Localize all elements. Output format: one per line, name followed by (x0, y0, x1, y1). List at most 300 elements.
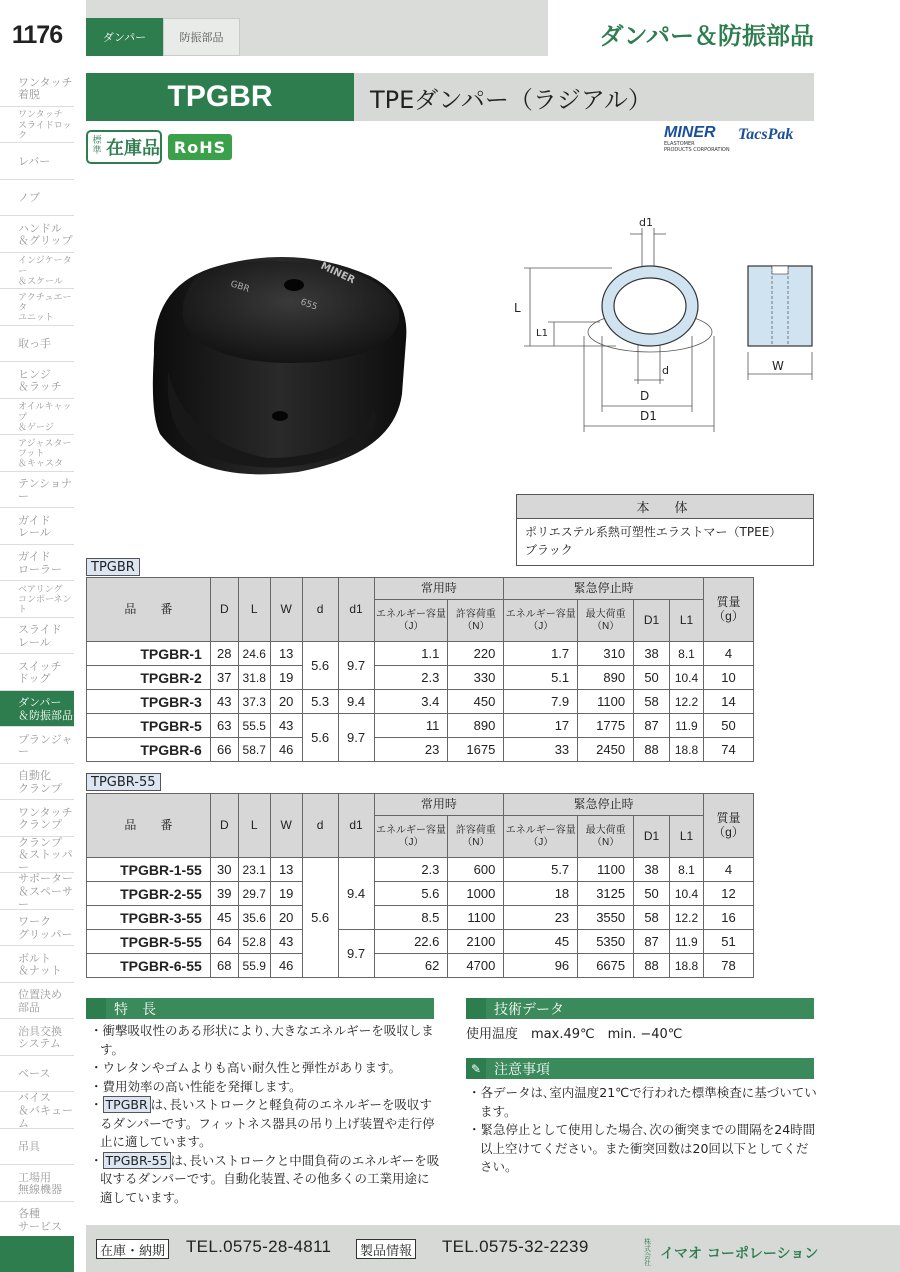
table-row (87, 930, 754, 954)
spec-table-tpgbr-55 (86, 793, 754, 978)
feature-item-3: ・費用効率の高い性能を発揮します。 (90, 1078, 302, 1094)
sidebar-item-label-2: レール (18, 526, 51, 540)
sidebar-item-label-2: ユニット (18, 313, 54, 324)
sidebar-item-label: ベアリング (18, 584, 63, 595)
table-cell: 58 (634, 906, 670, 930)
sidebar-item-label: ヒンジ (18, 367, 51, 381)
table-cell: 2450 (578, 738, 634, 762)
table-row (87, 858, 754, 882)
table-cell: 29.7 (238, 882, 270, 906)
sidebar-item-label: ガイド (18, 513, 51, 527)
sidebar-item-label-2: レール (18, 635, 51, 649)
sidebar-item-label: ハンドル (18, 221, 62, 235)
footer-info-tel[interactable]: TEL.0575-32-2239 (442, 1237, 589, 1256)
miner-logo-sub1: ELASTOMER (664, 141, 695, 147)
table-cell: 9.7 (338, 642, 374, 690)
sidebar-bottom-bar (0, 1236, 74, 1272)
sidebar-item-label-2: ＆ゲージ (18, 422, 54, 433)
table-cell: 1775 (578, 714, 634, 738)
standard-badge-small: 標準 (92, 136, 102, 156)
sidebar-item[interactable] (0, 362, 74, 399)
sidebar-item[interactable] (0, 143, 74, 180)
sidebar-item[interactable] (0, 289, 74, 326)
hdr-L1: L1 (670, 600, 704, 642)
hdr2-L1: L1 (670, 816, 704, 858)
material-line1: ポリエステル系熱可塑性エラストマー（TPEE） (525, 525, 782, 539)
sidebar-item[interactable] (0, 581, 74, 618)
hdr2-normal: 常用時 (374, 794, 504, 816)
standard-stock-badge (86, 130, 162, 164)
table-cell: 12.2 (670, 690, 704, 714)
sidebar-item[interactable] (0, 910, 74, 947)
table-cell: 46 (270, 738, 302, 762)
sidebar-item[interactable] (0, 691, 74, 728)
table-cell: 58 (634, 690, 670, 714)
table-cell: 5.7 (504, 858, 578, 882)
table-cell: 50 (703, 714, 753, 738)
label-d1-top: d1 (639, 216, 653, 229)
table-cell: 3125 (578, 882, 634, 906)
table-cell: 14 (703, 690, 753, 714)
table-cell: 50 (634, 882, 670, 906)
footer-corp-logo (644, 1239, 818, 1267)
footer-corp-small: 株式会社 (644, 1238, 651, 1267)
table-cell: 890 (578, 666, 634, 690)
sidebar-item-label-2: 部品 (18, 1000, 40, 1014)
table-cell: 19 (270, 666, 302, 690)
table-cell: 33 (504, 738, 578, 762)
table-cell: 38 (634, 858, 670, 882)
hdr-D: D (210, 578, 238, 642)
sidebar-item-label: 各種 (18, 1207, 40, 1221)
label-W: W (772, 359, 784, 373)
material-header: 本 体 (517, 495, 813, 519)
table-cell: 30 (210, 858, 238, 882)
features-heading (86, 998, 434, 1019)
table-cell: 63 (210, 714, 238, 738)
material-line2: ブラック (525, 543, 573, 557)
hdr-max: 最大荷重 （N） (578, 600, 634, 642)
table-cell: 5.3 (302, 690, 338, 714)
sidebar-item-label: アクチュエータ (18, 292, 72, 314)
table-cell: 23.1 (238, 858, 270, 882)
hdr2-mass: 質量 （g） (703, 794, 753, 858)
sidebar-item-label: ボルト (18, 951, 51, 965)
table-cell: 1.7 (504, 642, 578, 666)
product-code-title: TPGBR (86, 73, 354, 121)
hdr2-W: W (270, 794, 302, 858)
sidebar-item[interactable] (0, 654, 74, 691)
table-cell: 3550 (578, 906, 634, 930)
sidebar-item[interactable] (0, 1129, 74, 1166)
table-cell: 52.8 (238, 930, 270, 954)
spec-table-tpgbr (86, 577, 754, 762)
footer-info-label: 製品情報 (356, 1239, 416, 1259)
product-photo (148, 244, 408, 476)
sidebar-item[interactable] (0, 545, 74, 582)
table-cell: 1100 (578, 858, 634, 882)
feature-item-2: ・ウレタンやゴムよりも高い耐久性と弾性があります。 (90, 1060, 402, 1075)
sidebar-item-label: バイス (18, 1091, 51, 1105)
sidebar-item-label-2: クランプ (18, 818, 62, 832)
tech-temperature: 使用温度 max.49℃ min. −40℃ (466, 1027, 683, 1042)
sidebar-item[interactable] (0, 1202, 74, 1239)
sidebar-item[interactable] (0, 253, 74, 290)
table-cell: 37 (210, 666, 238, 690)
notes-list (468, 1084, 818, 1177)
table-cell: 17 (504, 714, 578, 738)
dimension-drawing (510, 212, 820, 438)
table-cell: 10 (703, 666, 753, 690)
table-cell: 23 (504, 906, 578, 930)
sidebar-item[interactable] (0, 764, 74, 801)
footer-stock-tel[interactable]: TEL.0575-28-4811 (186, 1237, 332, 1256)
sidebar-item-label-2: クランプ (18, 781, 62, 795)
hdr-emergency-energy: エネルギー容量 （J） (504, 600, 578, 642)
table-cell: 87 (634, 930, 670, 954)
sidebar-item-label: 工場用 (18, 1170, 51, 1184)
sidebar-item-label: アジャスター フット (18, 438, 72, 460)
table-row (87, 690, 754, 714)
table-cell: 5.6 (302, 858, 338, 978)
label-d: d (662, 364, 669, 377)
table-cell: 96 (504, 954, 578, 978)
label-D: D (640, 389, 650, 403)
sidebar-item[interactable] (0, 1056, 74, 1093)
hdr-d1: d1 (338, 578, 374, 642)
hdr-W: W (270, 578, 302, 642)
hdr-L: L (238, 578, 270, 642)
table-cell: 9.7 (338, 714, 374, 762)
table-cell: 1100 (578, 690, 634, 714)
sidebar-item-label: ワンタッチ (18, 110, 63, 121)
sidebar-item[interactable] (0, 216, 74, 253)
sidebar-item-label: オイルキャップ (18, 402, 72, 423)
table-cell: 45 (504, 930, 578, 954)
sidebar-item-label-2: ローラー (18, 562, 62, 576)
table-row (87, 906, 754, 930)
table-cell: 20 (270, 906, 302, 930)
sidebar-item[interactable] (0, 727, 74, 764)
sidebar-item-label: ベース (18, 1067, 51, 1081)
photo-print-655: 655 (298, 297, 319, 313)
material-box (516, 494, 814, 566)
table-cell: 46 (270, 954, 302, 978)
table-cell: 3.4 (374, 690, 448, 714)
sidebar-item-label: 治具交換 (18, 1024, 62, 1038)
sidebar-item-label-2: サービス (18, 1219, 62, 1233)
sidebar-item-label: 取っ手 (18, 337, 51, 351)
table-row (87, 738, 754, 762)
sidebar-item[interactable] (0, 399, 74, 436)
sidebar-item[interactable] (0, 180, 74, 217)
table-cell: 4 (703, 642, 753, 666)
hdr2-emergency: 緊急停止時 (504, 794, 704, 816)
feature-tag-tpgbr: TPGBR (103, 1096, 151, 1113)
footer-stock-label: 在庫・納期 (96, 1239, 169, 1259)
table-row (87, 666, 754, 690)
hdr-part: 品 番 (87, 578, 211, 642)
label-L: L (514, 301, 521, 315)
table-cell: 51 (703, 930, 753, 954)
label-L1: L1 (536, 328, 548, 339)
table-cell: 5.6 (302, 714, 338, 762)
notes-heading-text: 注意事項 (494, 1061, 550, 1078)
table-cell: 220 (448, 642, 504, 666)
table-cell: 13 (270, 858, 302, 882)
hdr2-energy: エネルギー容量 （J） (374, 816, 448, 858)
table-cell: 2.3 (374, 666, 448, 690)
product-name-title: TPEダンパー（ラジアル） (354, 73, 814, 121)
table-cell: 10.4 (670, 666, 704, 690)
table-cell: 31.8 (238, 666, 270, 690)
sidebar-item[interactable] (0, 1165, 74, 1202)
sidebar-item-label-2: ＆ナット (18, 964, 62, 978)
sidebar-item-label: 位置決め (18, 988, 62, 1002)
table-cell: 22.6 (374, 930, 448, 954)
table-cell: TPGBR-3-55 (87, 906, 211, 930)
sidebar-item-label: スイッチ (18, 659, 62, 673)
hdr2-allow: 許容荷重 （N） (448, 816, 504, 858)
sidebar-item[interactable] (0, 983, 74, 1020)
sidebar-item-label-2: ＆防振部品 (18, 708, 73, 722)
table-cell: 1.1 (374, 642, 448, 666)
feature-item-1: ・衝撃吸収性のある形状により､大きなエネルギーを吸収します。 (90, 1023, 434, 1057)
tacspak-logo: TacsPak (738, 126, 794, 143)
hdr2-L: L (238, 794, 270, 858)
table-cell: 16 (703, 906, 753, 930)
table-cell: 39 (210, 882, 238, 906)
table-cell: 5.6 (302, 642, 338, 690)
table-cell: TPGBR-2 (87, 666, 211, 690)
sidebar-item-label: ワンタッチ (18, 75, 73, 89)
sidebar-item-label-2: グリッパー (18, 927, 73, 941)
sidebar-item[interactable] (0, 873, 74, 910)
table-cell: 68 (210, 954, 238, 978)
table-cell: 58.7 (238, 738, 270, 762)
sidebar-item-label-2: コンポーネント (18, 595, 72, 616)
table-cell: 8.1 (670, 642, 704, 666)
sidebar-item-label-2: ＆キャスタ (18, 459, 64, 470)
table-cell: 6675 (578, 954, 634, 978)
table-cell: TPGBR-6-55 (87, 954, 211, 978)
tech-heading (466, 998, 814, 1019)
table-cell: 18 (504, 882, 578, 906)
table-cell: 55.9 (238, 954, 270, 978)
tab-category[interactable]: ダンパー (86, 18, 163, 56)
table-cell: 45 (210, 906, 238, 930)
sidebar-item-label: サポーター (18, 872, 73, 886)
sidebar-item[interactable] (0, 107, 74, 144)
hdr2-d1: d1 (338, 794, 374, 858)
sidebar-item[interactable] (0, 1092, 74, 1129)
table-cell: 87 (634, 714, 670, 738)
features-heading-text: 特 長 (114, 1001, 156, 1018)
sidebar (0, 70, 74, 1238)
table-cell: 2.3 (374, 858, 448, 882)
label-D1: D1 (640, 409, 657, 423)
table-cell: 9.4 (338, 858, 374, 930)
hdr2-d: d (302, 794, 338, 858)
table-cell: 9.7 (338, 930, 374, 978)
sidebar-item[interactable] (0, 946, 74, 983)
sidebar-item-label: スライド (18, 623, 62, 637)
table-cell: 19 (270, 882, 302, 906)
sidebar-item-label-2: ＆ストッパー (18, 848, 73, 875)
sidebar-item-label: ダンパー (18, 696, 62, 710)
table-cell: 18.8 (670, 954, 704, 978)
table2-label: TPGBR-55 (86, 773, 161, 791)
table-cell: TPGBR-5 (87, 714, 211, 738)
sidebar-item[interactable] (0, 70, 74, 107)
sidebar-item-label: クランプ (18, 835, 62, 849)
table-cell: 28 (210, 642, 238, 666)
table-cell: 11.9 (670, 714, 704, 738)
sidebar-item-label: ワンタッチ (18, 805, 73, 819)
footer-corp-name: イマオ コーポレーション (660, 1246, 819, 1262)
miner-logo-sub2: PRODUCTS CORPORATION (664, 146, 730, 153)
hdr-allow: 許容荷重 （N） (448, 600, 504, 642)
rohs-badge: RoHS (168, 134, 232, 160)
table-cell: TPGBR-6 (87, 738, 211, 762)
sidebar-item[interactable] (0, 618, 74, 655)
table-cell: 43 (270, 930, 302, 954)
hdr-energy: エネルギー容量 （J） (374, 600, 448, 642)
table-cell: TPGBR-1 (87, 642, 211, 666)
table-cell: 37.3 (238, 690, 270, 714)
sidebar-item-label-2: ＆スケール (18, 276, 63, 287)
table1-label: TPGBR (86, 558, 140, 576)
table-cell: 890 (448, 714, 504, 738)
table-cell: 9.4 (338, 690, 374, 714)
footer (86, 1225, 900, 1272)
table-cell: 18.8 (670, 738, 704, 762)
sidebar-item-label-2: ＆バキューム (18, 1103, 73, 1130)
sidebar-item-label: ワーク (18, 915, 51, 929)
table-cell: 10.4 (670, 882, 704, 906)
sidebar-item-label: ガイド (18, 550, 51, 564)
table-cell: TPGBR-1-55 (87, 858, 211, 882)
notes-heading (466, 1058, 814, 1079)
table-cell: 74 (703, 738, 753, 762)
sidebar-item-label: インジケーター (18, 256, 72, 277)
table-cell: 11 (374, 714, 448, 738)
table-cell: 43 (270, 714, 302, 738)
table-cell: 20 (270, 690, 302, 714)
hdr-d: d (302, 578, 338, 642)
hdr2-D1: D1 (634, 816, 670, 858)
table-cell: 11.9 (670, 930, 704, 954)
sidebar-item[interactable] (0, 435, 74, 472)
miner-logo-text: MINER (664, 124, 716, 141)
sidebar-item-label-2: ＆ラッチ (18, 380, 62, 394)
table-cell: 1675 (448, 738, 504, 762)
table-cell: 4700 (448, 954, 504, 978)
table-cell: 35.6 (238, 906, 270, 930)
table-cell: 8.5 (374, 906, 448, 930)
table-row (87, 714, 754, 738)
table-cell: 64 (210, 930, 238, 954)
table-cell: 4 (703, 858, 753, 882)
note-item-2: ・緊急停止として使用した場合､次の衝突までの間隔を24時間以上空けてください。また衝突回数は20回以下としてください。 (468, 1122, 816, 1174)
sidebar-item[interactable] (0, 472, 74, 509)
hdr-mass: 質量 （g） (703, 578, 753, 642)
table-cell: 24.6 (238, 642, 270, 666)
tab-subcategory[interactable]: 防振部品 (163, 18, 240, 56)
photo-print-miner: MINER (318, 260, 357, 287)
hdr2-part: 品 番 (87, 794, 211, 858)
table-cell: 88 (634, 738, 670, 762)
table-cell: 55.5 (238, 714, 270, 738)
table-cell: 12.2 (670, 906, 704, 930)
sidebar-item-label: 吊具 (18, 1140, 40, 1154)
sidebar-item-label-2: 着脱 (18, 88, 40, 102)
table-cell: 12 (703, 882, 753, 906)
feature-tag-tpgbr-55: TPGBR-55 (103, 1152, 171, 1169)
sidebar-item[interactable] (0, 837, 74, 874)
hdr-D1: D1 (634, 600, 670, 642)
sidebar-item[interactable] (0, 508, 74, 545)
stock-badge-label: 在庫品 (106, 138, 160, 159)
sidebar-item-label-2: ＆グリップ (18, 234, 73, 248)
table-cell: TPGBR-2-55 (87, 882, 211, 906)
table-cell: 330 (448, 666, 504, 690)
table-cell: 450 (448, 690, 504, 714)
sidebar-item[interactable] (0, 326, 74, 363)
sidebar-item[interactable] (0, 800, 74, 837)
feature-item-5: ・ TPGBR-55 は､長いストロークと中間負荷のエネルギーを吸収するダンパーです。自動化装置､その他多くの工業用途に適しています。 (90, 1152, 440, 1205)
sidebar-item-label-2: スライドロック (18, 120, 72, 141)
sidebar-item-label: テンショナー (18, 477, 72, 503)
features-list (90, 1022, 440, 1207)
sidebar-item-label: ノブ (18, 191, 40, 205)
table-cell: 1100 (448, 906, 504, 930)
page-number: 1176 (11, 20, 63, 49)
category-title: ダンパー＆防振部品 (599, 22, 814, 50)
photo-print-gbr: GBR (229, 279, 251, 295)
sidebar-item-label-2: システム (18, 1037, 61, 1051)
feature-item-4: ・ TPGBR は､長いストロークと軽負荷のエネルギーを吸収するダンパーです。フィットネス器具の吊り上げ装置や走行停止に適しています。 (90, 1097, 435, 1149)
note-item-1: ・各データは､室内温度21℃で行われた標準検査に基づいています。 (468, 1085, 817, 1119)
table-cell: 8.1 (670, 858, 704, 882)
table-cell: 50 (634, 666, 670, 690)
hdr2-D: D (210, 794, 238, 858)
table-cell: 5.6 (374, 882, 448, 906)
sidebar-item-label: プランジャー (18, 732, 73, 759)
table-cell: 38 (634, 642, 670, 666)
table-row (87, 954, 754, 978)
table-cell: 66 (210, 738, 238, 762)
hdr2-max: 最大荷重 （N） (578, 816, 634, 858)
table-cell: 43 (210, 690, 238, 714)
table-cell: 5350 (578, 930, 634, 954)
table-cell: 13 (270, 642, 302, 666)
pen-icon: ✎ (466, 1058, 486, 1079)
sidebar-item[interactable] (0, 1019, 74, 1056)
table-cell: 1000 (448, 882, 504, 906)
sidebar-item-label: 自動化 (18, 769, 51, 783)
table-row (87, 882, 754, 906)
hdr-emergency: 緊急停止時 (504, 578, 704, 600)
table-cell: 78 (703, 954, 753, 978)
tech-heading-text: 技術データ (494, 1001, 564, 1018)
tech-heading-box (466, 998, 486, 1019)
table-cell: 2100 (448, 930, 504, 954)
table-cell: 88 (634, 954, 670, 978)
table-cell: 310 (578, 642, 634, 666)
hdr2-emergency-energy: エネルギー容量 （J） (504, 816, 578, 858)
sidebar-item-label: レバー (18, 154, 51, 168)
